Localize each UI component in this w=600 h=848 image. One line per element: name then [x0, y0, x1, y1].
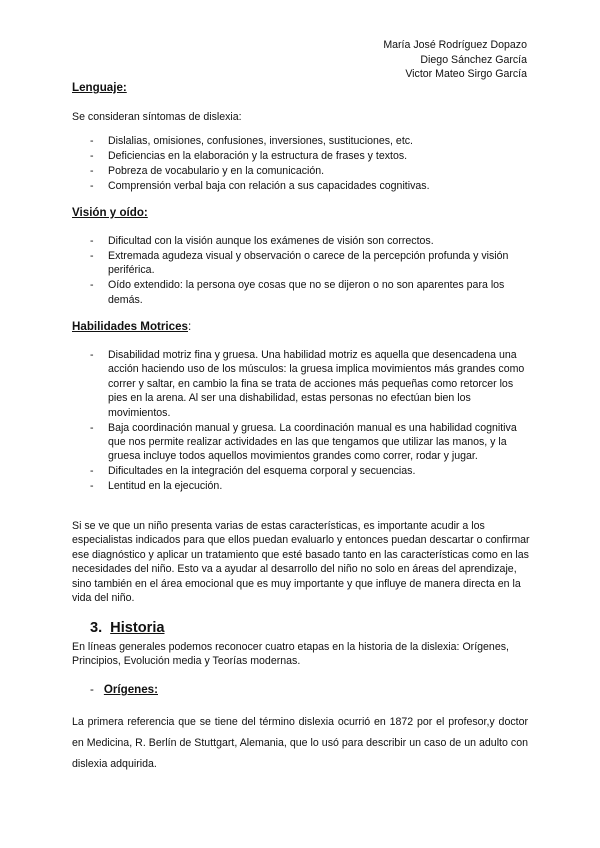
list-item: - Dificultad con la visión aunque los exámenes de visión son correctos.: [90, 235, 434, 247]
list-item: - Comprensión verbal baja con relación a sus capacidades cognitivas.: [90, 180, 430, 192]
motrices-list: [72, 348, 528, 494]
conclusion-paragraph: Si se ve que un niño presenta varias de estas características, es importante acudir a los especialistas indicados para que ellos puedan evaluarlo y entonces puedan descartar o confirmar ese diagnóstico y aplicar un tratamiento que esté basado tanto en las características como en las necesidades del niño. Esto va a ayudar al desarrollo del niño no solo en áreas del aprendizaje, sino también en el área emocional que es muy importante y que influye de manera directa en la vida del niño.: [72, 520, 530, 605]
dash-marker: -: [90, 165, 94, 177]
dash-marker: -: [90, 480, 94, 493]
dash-marker: -: [90, 250, 94, 262]
section-number: 3.: [90, 620, 103, 636]
lenguaje-intro: Se consideran síntomas de dislexia:: [72, 111, 242, 123]
dash-marker: -: [90, 465, 94, 478]
list-item: - Dislalias, omisiones, confusiones, inversiones, sustituciones, etc.: [90, 135, 414, 147]
author-name: María José Rodríguez Dopazo: [383, 39, 527, 51]
section-heading-motrices: Habilidades Motrices:: [72, 320, 192, 333]
list-item: - Baja coordinación manual y gruesa. La coordinación manual es una habilidad cognitiva que nos permite realizar actividades en las que tengamos que utilizar las manos, y la gruesa incluye todos aquellos movimientos grandes como correr, rodar y jugar.: [90, 421, 517, 463]
list-item: - Pobreza de vocabulario y en la comunicación.: [90, 165, 325, 177]
author-name: Diego Sánchez García: [420, 53, 527, 66]
dash-marker: -: [90, 683, 94, 696]
author-name: Victor Mateo Sirgo García: [405, 68, 527, 81]
origenes-paragraph: La primera referencia que se tiene del término dislexia ocurrió en 1872 por el profesor,y doctor en Medicina, R. Berlín de Stuttgart, Alemania, que lo usó para describir un caso de un adulto con dislexia adquirida.: [72, 716, 528, 770]
historia-intro: En líneas generales podemos reconocer cuatro etapas en la historia de la dislexia: Orígenes, Principios, Evolución media y Teorías modernas.: [72, 641, 509, 667]
author-list: [383, 38, 527, 82]
section-title: Historia: [110, 620, 165, 636]
list-item: - Lentitud en la ejecución.: [90, 480, 223, 493]
dash-marker: -: [90, 421, 94, 434]
list-item: - Deficiencias en la elaboración y la estructura de frases y textos.: [90, 150, 408, 162]
dash-marker: -: [90, 180, 94, 192]
section-heading-historia: [90, 620, 165, 636]
list-item: - Dificultades en la integración del esquema corporal y secuencias.: [90, 465, 416, 478]
list-item: - Extremada agudeza visual y observación o carece de la percepción profunda y visión periférica.: [90, 250, 509, 277]
list-item: - Disabilidad motriz fina y gruesa. Una habilidad motriz es aquella que desencadena una acción haciendo uso de los músculos: la gruesa implica movimientos más grandes como correr y saltar, en cambio la fina se trata de acciones más pequeñas como retorcer los pies en la arena. Al ser una dishabilidad, estas personas no efectúan bien los movimientos.: [90, 349, 525, 419]
dash-marker: -: [90, 150, 94, 162]
dash-marker: -: [90, 279, 94, 292]
section-heading-lenguaje: Lenguaje:: [72, 81, 127, 94]
section-heading-vision: Visión y oído:: [72, 206, 148, 219]
dash-marker: -: [90, 135, 94, 147]
lenguaje-list: [72, 134, 528, 194]
dash-marker: -: [90, 349, 94, 361]
list-item: - Oído extendido: la persona oye cosas que no se dijeron o no son aparentes para los demás.: [90, 279, 505, 306]
vision-list: [72, 234, 528, 308]
dash-marker: -: [90, 235, 94, 247]
subheading-origenes: - Orígenes:: [90, 683, 158, 696]
